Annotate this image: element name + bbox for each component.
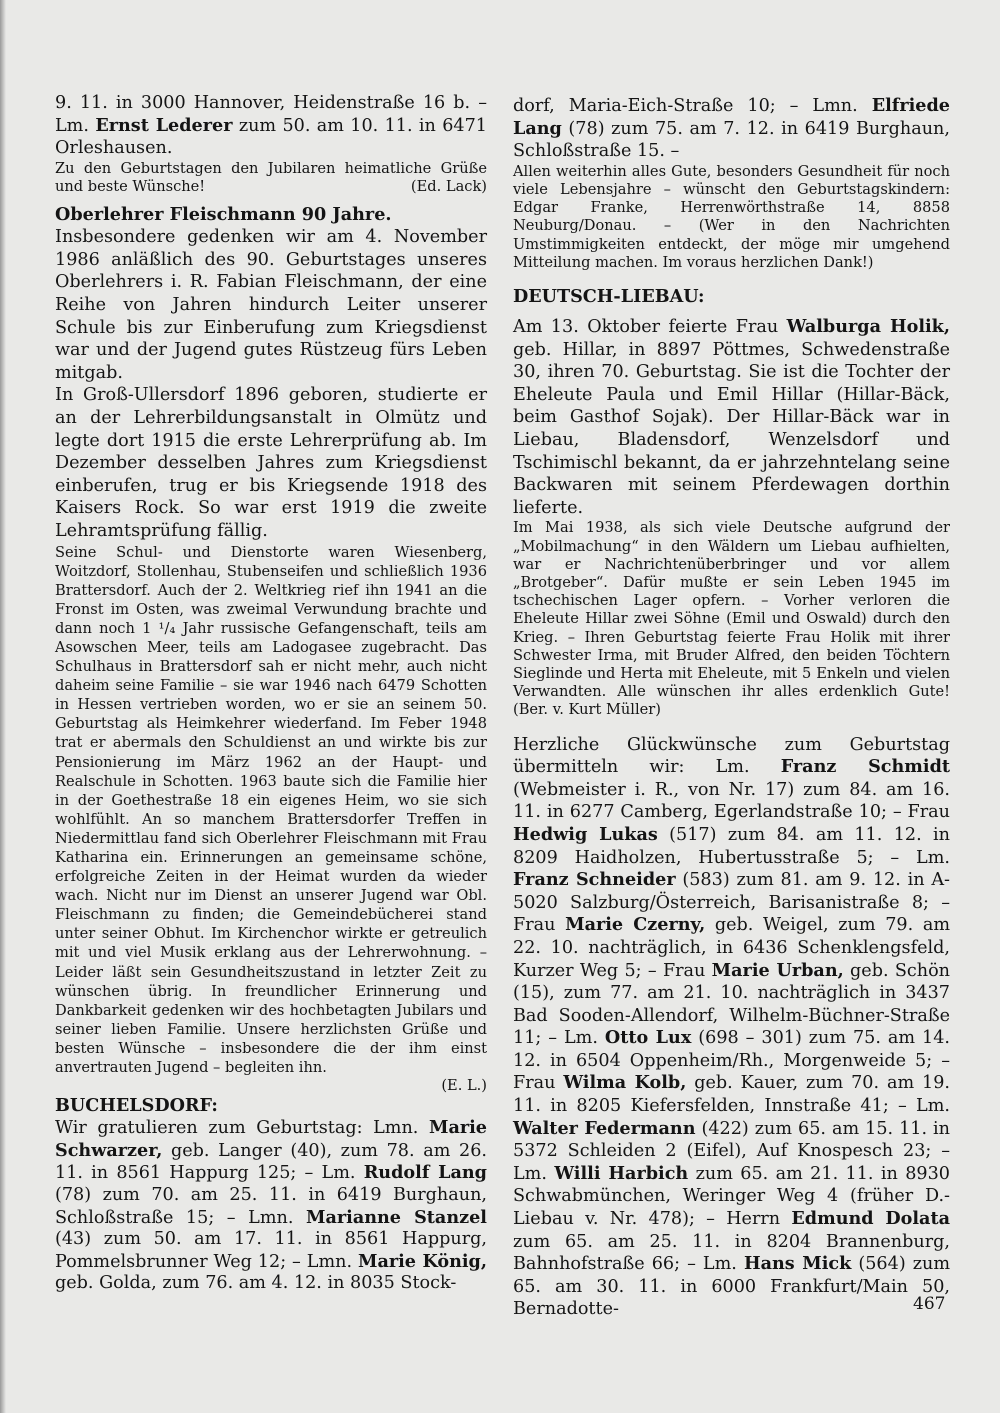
person-name: Walter Federmann xyxy=(513,1117,696,1139)
person-name: Marie König, xyxy=(357,1250,487,1272)
person-name: Marie Schwarzer, xyxy=(55,1117,487,1161)
person-name: Otto Lux xyxy=(604,1027,692,1049)
text-run: (517) zum 84. am 11. 12. in 8209 Haidholzen, Hubertusstraße 5; – Lm. xyxy=(513,824,950,868)
text-run: (78) zum 70. am 25. 11. in 6419 Burghaun, Schloßstraße 15; – Lmn. xyxy=(55,1184,487,1228)
text-run: zum 65. am 25. 11. in 8204 Brannenburg, Bahnhofstraße 66; – Lm. xyxy=(513,1231,950,1275)
paragraph xyxy=(513,163,950,272)
paragraph xyxy=(55,543,487,1078)
text-run: (583) zum 81. am 9. 12. in A-5020 Salzburg/Österreich, Barisanistraße 8; – Frau xyxy=(513,870,950,936)
text-run: geb. Schön (15), zum 77. am 21. 10. nachträglich in 3437 Bad Sooden-Allendorf, Wilhelm-Büchner-Straße 11; – Lm. xyxy=(513,960,950,1049)
paragraph xyxy=(513,519,950,719)
text-run: geb. Hillar, in 8897 Pöttmes, Schwedenstraße 30, ihren 70. Geburtstag. Sie ist die Tochter der Eheleute Paula und Emil Hillar (Hillar-Bäck, beim Gasthof Sojak). Der Hillar-Bäck war in Liebau, Bladensdorf, Wenzelsdorf und Tschimischl bekannt, da er jahrzehntelang seine Backwaren mit seinem Pferdewagen dorthin lieferte. xyxy=(513,339,950,518)
section-heading: DEUTSCH-LIEBAU: xyxy=(513,286,705,307)
person-name: Ernst Lederer xyxy=(95,114,233,136)
text-run: 9. 11. in 3000 Hannover, Heidenstraße 16 b. – Lm. xyxy=(55,93,487,136)
text-run: Herzliche Glückwünsche zum Geburtstag übermitteln wir: Lm. xyxy=(513,734,950,778)
text-run: (564) zum 65. am 30. 11. in 6000 Frankfurt/Main 50, Bernadotte- xyxy=(513,1254,951,1320)
text-run: (43) zum 50. am 17. 11. in 8561 Happurg, Pommelsbrunner Weg 12; – Lmn. xyxy=(55,1229,487,1272)
person-name: Wilma Kolb, xyxy=(563,1072,687,1094)
paragraph xyxy=(55,384,487,542)
signature: (E. L.) xyxy=(441,1077,487,1095)
person-name: Elfriede Lang xyxy=(513,95,950,139)
text-run: dorf, Maria-Eich-Straße 10; – Lmn. xyxy=(513,96,872,116)
text-run: geb. Weigel, zum 79. am 22. 10. nachträglich, in 6436 Schenklengsfeld, Kurzer Weg 5; – Frau xyxy=(513,915,951,981)
paragraph xyxy=(513,316,950,519)
person-name: Franz Schmidt xyxy=(780,756,951,778)
text-run: geb. Golda, zum 76. am 4. 12. in 8035 Stock- xyxy=(55,1273,457,1294)
article-heading: Oberlehrer Fleischmann 90 Jahre. xyxy=(55,204,392,226)
person-name: Marie Czerny, xyxy=(565,914,706,936)
page-number: 467 xyxy=(913,1294,946,1314)
scan-edge-shadow xyxy=(0,0,6,1413)
text-run: (78) zum 75. am 7. 12. in 6419 Burghaun, Schloßstraße 15. – xyxy=(513,118,950,162)
paragraph xyxy=(55,1117,487,1295)
text-run: Allen weiterhin alles Gute, besonders Gesundheit für noch viele Lebensjahre – wünscht den Geburtstagskindern: Edgar Franke, Herrenwörthstraße 14, 8858 Neuburg/Donau. – (Wer in den Nachrichten Umstimmigkeiten entdeckt, der möge mir umgehend Mitteilung machen. Im voraus herzlichen Dank!) xyxy=(513,162,950,271)
text-run: (422) zum 65. am 15. 11. in 5372 Schleiden 2 (Eifel), Auf Knospesch 23; – Lm. xyxy=(513,1118,950,1184)
text-run: (Webmeister i. R., von Nr. 17) zum 84. am 16. 11. in 6277 Camberg, Egerlandstraße 10; – Frau xyxy=(513,779,950,823)
greeting-paragraph xyxy=(55,160,487,196)
text-run: (698 – 301) zum 75. am 14. 12. in 6504 Oppenheim/Rh., Morgenweide 5; – Frau xyxy=(513,1028,950,1094)
section-heading: BUCHELSDORF: xyxy=(55,1095,218,1117)
person-name: Marianne Stanzel xyxy=(306,1206,487,1228)
text-run: geb. Kauer, zum 70. am 19. 11. in 8205 Kiefersfelden, Innstraße 41; – Lm. xyxy=(513,1073,950,1117)
person-name: Willi Harbich xyxy=(554,1162,689,1184)
paragraph xyxy=(513,734,950,1321)
text-run: Seine Schul- und Dienstorte waren Wiesenberg, Woitzdorf, Stollenhau, Stubenseifen und schließlich 1936 Brattersdorf. Auch der 2. Weltkrieg rief ihn 1941 an die Fronst im Osten, was zweimal Verwundung brachte und dann noch 1 ¹/₄ Jahr russische Gefangenschaft, teils am Asowschen Meer, teils am Ladogasee zugebracht. Das Schulhaus in Brattersdorf sah er nicht mehr, auch nicht daheim seine Familie – sie war 1946 nach 6479 Schotten in Hessen vertrieben worden, wo er sie an seinem 50. Geburtstag als Heimkehrer wiederfand. Im Feber 1948 trat er abermals den Schuldienst an und wirkte bis zur Pensionierung im März 1962 an der Haupt- und Realschule in Schotten. 1963 baute sich die Familie hier in der Goethestraße 18 ein eigenes Heim, wo sie sich wohlfühlt. An so manchem Brattersdorfer Treffen in Niedermittlau fand sich Oberlehrer Fleischmann mit Frau Katharina ein. Erinnerungen an gemeinsame schöne, erfolgreiche Zeiten in der Heimat wurden da wieder wach. Nicht nur im Dienst an unserer Jugend war Obl. Fleischmann zu finden; die Gemeindebücherei stand unter seiner Obhut. Im Kirchenchor wirkte er getreulich mit und viel Musik erklang aus der Lehrerwohnung. – Leider läßt sein Gesundheitszustand in letzter Zeit zu wünschen übrig. In freundlicher Erinnerung und Dankbarkeit gedenken wir des hochbetagten Jubilars und seiner lieben Familie. Unsere herzlichsten Grüße und besten Wünsche – insbesondere die der ihm einst anvertrauten Jugend – begleiten ihn. xyxy=(55,543,487,1077)
text-run: Am 13. Oktober feierte Frau xyxy=(513,317,787,337)
person-name: Edmund Dolata xyxy=(791,1208,950,1230)
paragraph xyxy=(55,226,487,384)
text-run: geb. Langer (40), zum 78. am 26. 11. in 8561 Happurg 125; – Lm. xyxy=(55,1140,487,1184)
right-column xyxy=(513,95,950,1321)
text-run: Zu den Geburtstagen den Jubilaren heimatliche Grüße und beste Wünsche! xyxy=(55,159,487,195)
person-name: Hans Mick xyxy=(743,1253,852,1275)
signature: (Ed. Lack) xyxy=(410,177,487,195)
person-name: Franz Schneider xyxy=(513,869,676,891)
paragraph xyxy=(513,95,950,163)
text-run: Insbesondere gedenken wir am 4. November 1986 anläßlich des 90. Geburtstages unseres Oberlehrers i. R. Fabian Fleischmann, der eine Reihe von Jahren hindurch Leiter unserer Schule bis zur Einberufung zum Kriegsdienst war und der Jugend gutes Rüstzeug fürs Leben mitgab. xyxy=(55,227,487,383)
person-name: Walburga Holik, xyxy=(786,316,950,337)
person-name: Hedwig Lukas xyxy=(513,823,658,845)
text-run: zum 50. am 10. 11. in 6471 Orleshausen. xyxy=(55,115,487,159)
paragraph xyxy=(55,92,487,160)
left-column xyxy=(55,92,487,1295)
person-name: Rudolf Lang xyxy=(363,1162,487,1184)
text-run: zum 65. am 21. 11. in 8930 Schwabmünchen, Weringer Weg 4 (früher D.-Liebau v. Nr. 478); – Herrn xyxy=(513,1163,951,1230)
text-run: Wir gratulieren zum Geburtstag: Lmn. xyxy=(55,1118,429,1139)
text-run: Im Mai 1938, als sich viele Deutsche aufgrund der „Mobilmachung“ in den Wäldern um Liebau aufhielten, war er Nachrichtenüberbringer und vor allem „Brotgeber“. Dafür mußte er sein Leben 1945 im tschechischen Lager opfern. – Vorher verloren die Eheleute Hillar zwei Söhne (Emil und Oswald) durch den Krieg. – Ihren Geburtstag feierte Frau Holik mit ihrer Schwester Irma, mit Bruder Alfred, den beiden Töchtern Sieglinde und Herta mit Eheleute, mit 5 Enkeln und vielen Verwandten. Alle wünschen ihr alles erdenklich Gute! (Ber. v. Kurt Müller) xyxy=(513,519,950,719)
text-run: In Groß-Ullersdorf 1896 geboren, studierte er an der Lehrerbildungsanstalt in Olmütz und legte dort 1915 die erste Lehrerprüfung ab. Im Dezember desselben Jahres zum Kriegsdienst einberufen, trug er bis Kriegsende 1918 des Kaisers Rock. So war erst 1919 die zweite Lehramtsprüfung fällig. xyxy=(55,385,487,541)
person-name: Marie Urban, xyxy=(711,959,844,981)
